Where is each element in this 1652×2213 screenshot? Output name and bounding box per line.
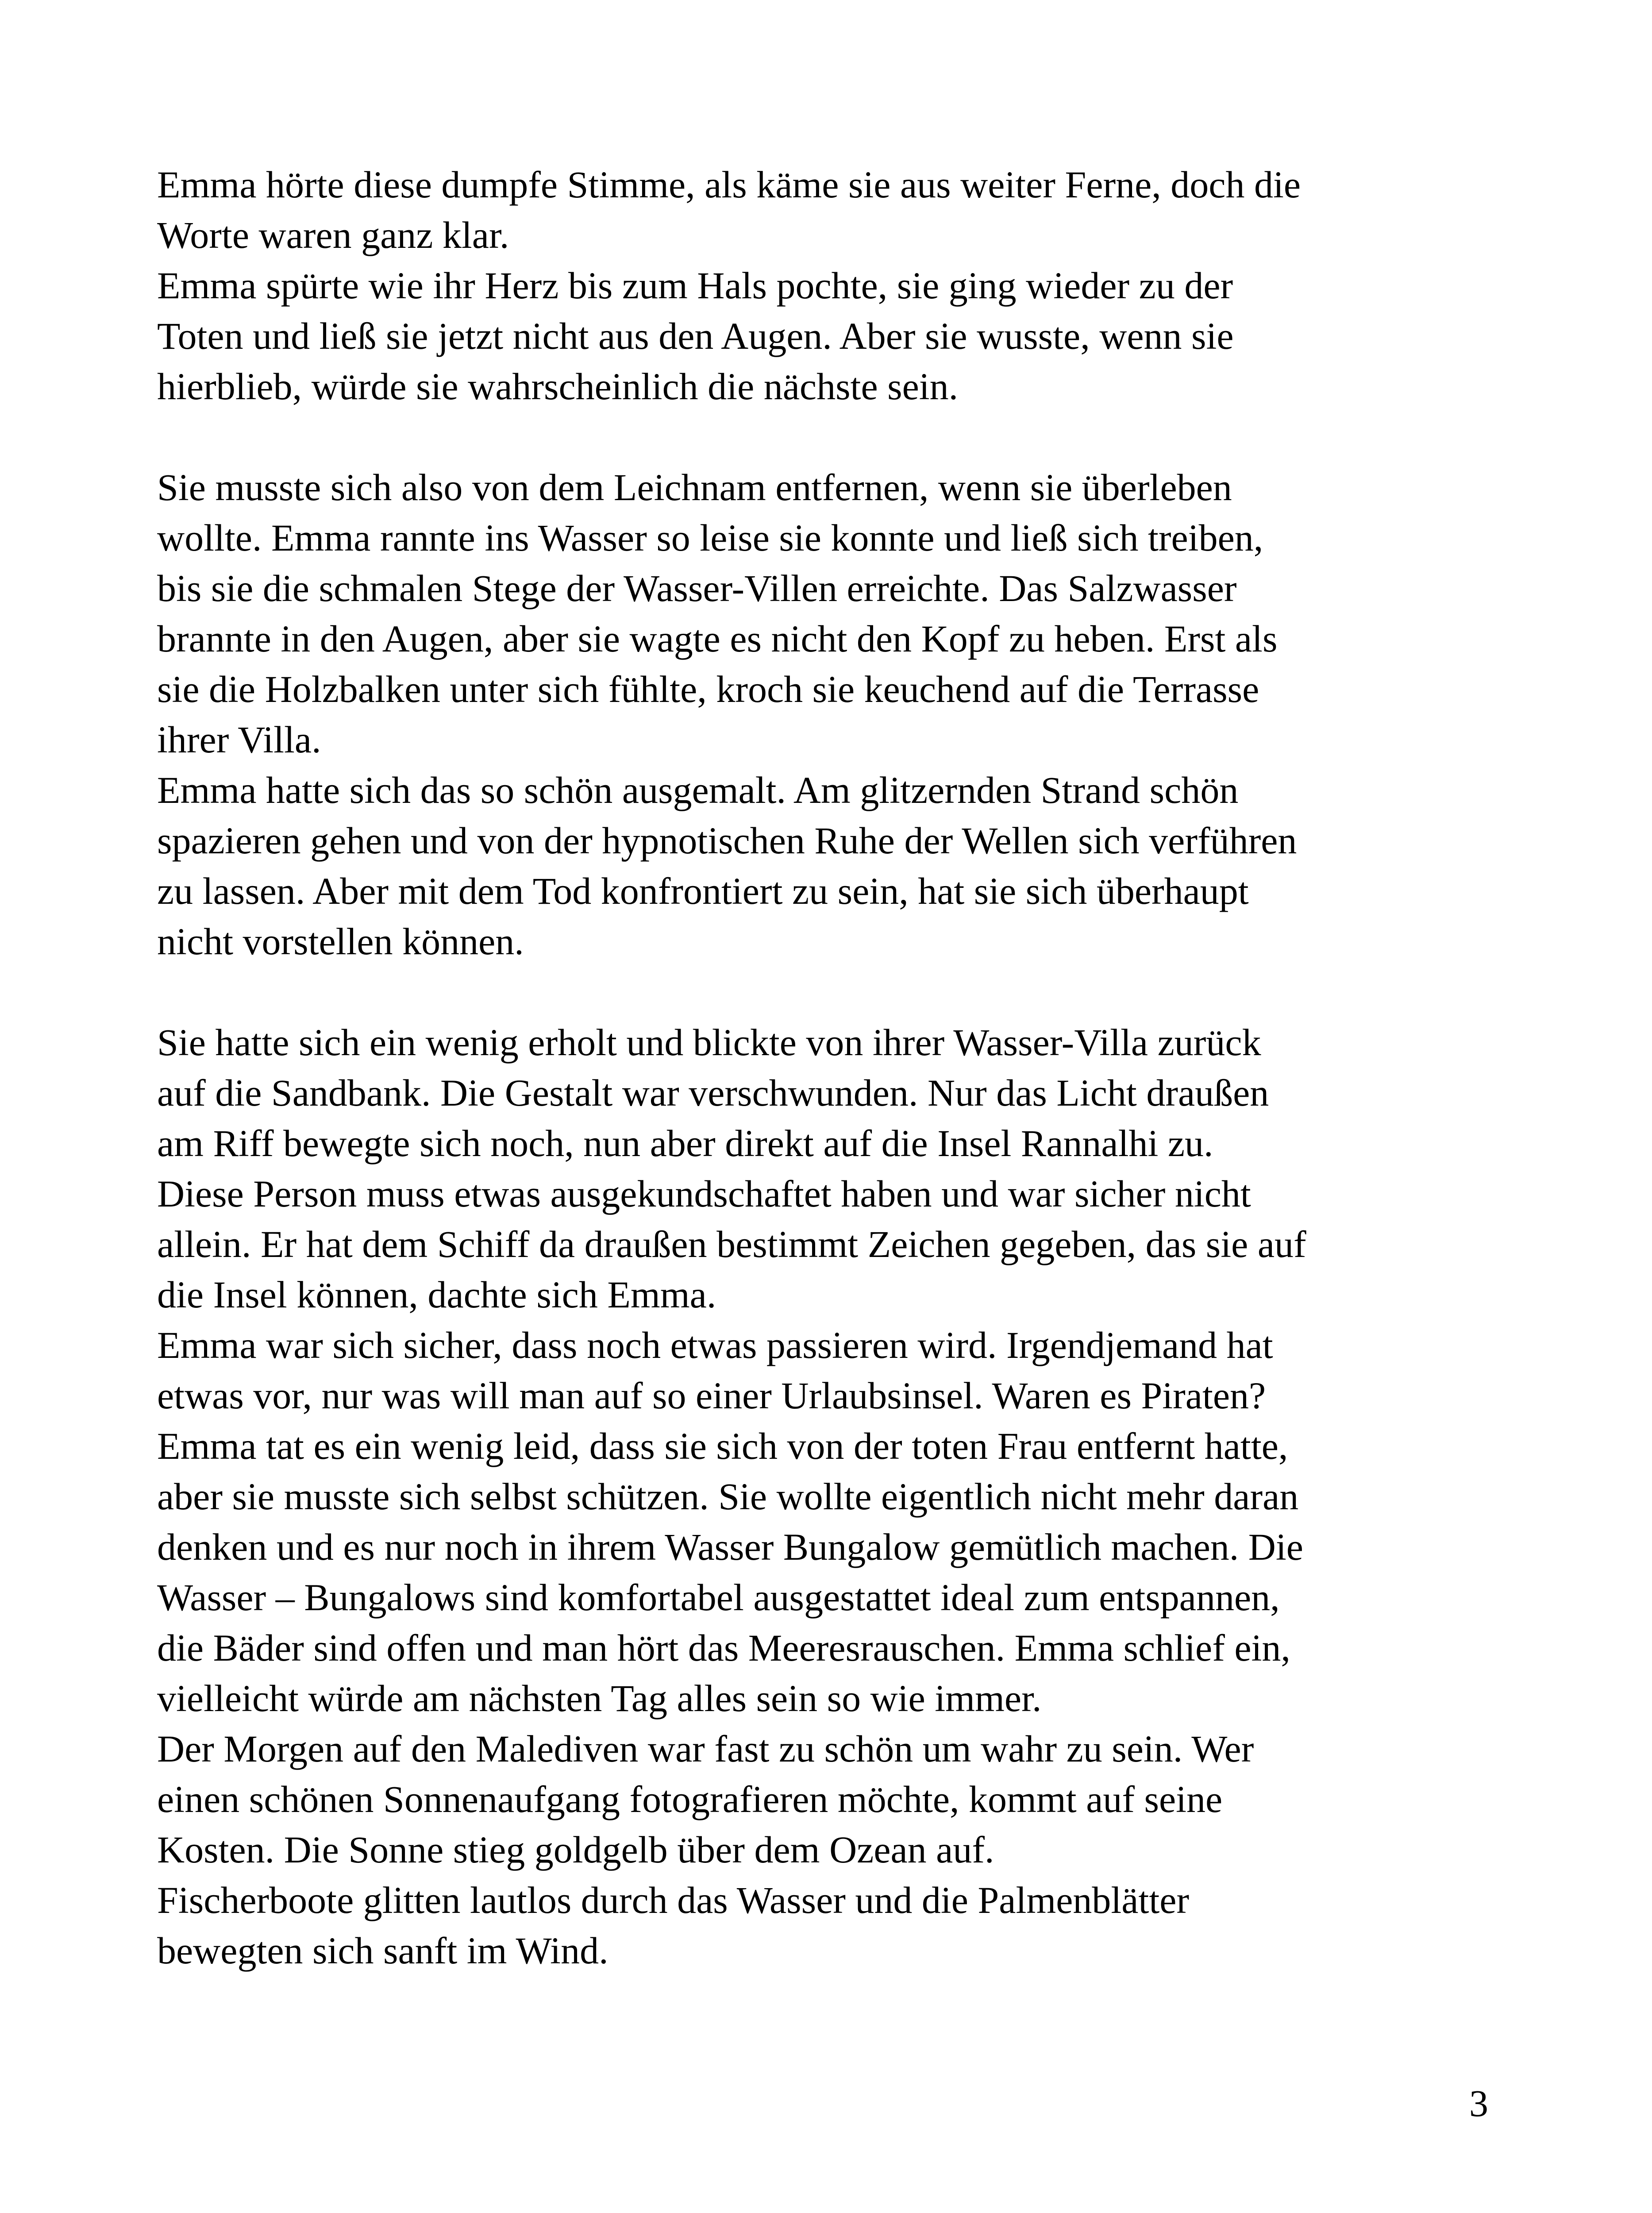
text-line: etwas vor, nur was will man auf so einer Urlaubsinsel. Waren es Piraten? — [157, 1374, 1266, 1417]
text-line: Emma tat es ein wenig leid, dass sie sich von der toten Frau entfernt hatte, — [157, 1425, 1288, 1467]
text-line: hierblieb, würde sie wahrscheinlich die nächste sein. — [157, 365, 959, 408]
text-line: zu lassen. Aber mit dem Tod konfrontiert zu sein, hat sie sich überhaupt — [157, 870, 1249, 912]
text-line: Der Morgen auf den Malediven war fast zu schön um wahr zu sein. Wer — [157, 1727, 1254, 1770]
text-line: nicht vorstellen können. — [157, 920, 524, 963]
text-line: bis sie die schmalen Stege der Wasser-Villen erreichte. Das Salzwasser — [157, 567, 1237, 609]
text-line: wollte. Emma rannte ins Wasser so leise sie konnte und ließ sich treiben, — [157, 517, 1263, 559]
text-line: Fischerboote glitten lautlos durch das Wasser und die Palmenblätter — [157, 1879, 1190, 1921]
text-line: brannte in den Augen, aber sie wagte es nicht den Kopf zu heben. Erst als — [157, 617, 1278, 660]
paragraph-gap — [157, 967, 1529, 1017]
text-line: auf die Sandbank. Die Gestalt war verschwunden. Nur das Licht draußen — [157, 1072, 1269, 1114]
text-line: vielleicht würde am nächsten Tag alles sein so wie immer. — [157, 1677, 1042, 1720]
text-line: denken und es nur noch in ihrem Wasser Bungalow gemütlich machen. Die — [157, 1526, 1303, 1568]
text-line: Emma hörte diese dumpfe Stimme, als käme sie aus weiter Ferne, doch die — [157, 163, 1301, 206]
text-line: einen schönen Sonnenaufgang fotografieren möchte, kommt auf seine — [157, 1778, 1223, 1820]
text-line: Toten und ließ sie jetzt nicht aus den Augen. Aber sie wusste, wenn sie — [157, 315, 1234, 357]
text-line: Emma war sich sicher, dass noch etwas passieren wird. Irgendjemand hat — [157, 1324, 1273, 1366]
text-line: die Bäder sind offen und man hört das Meeresrauschen. Emma schlief ein, — [157, 1627, 1290, 1669]
text-line: die Insel können, dachte sich Emma. — [157, 1273, 716, 1316]
body-text — [157, 159, 1529, 1976]
text-line: ihrer Villa. — [157, 718, 321, 761]
text-line: allein. Er hat dem Schiff da draußen bestimmt Zeichen gegeben, das sie auf — [157, 1223, 1306, 1265]
text-line: Emma spürte wie ihr Herz bis zum Hals pochte, sie ging wieder zu der — [157, 264, 1233, 307]
text-line: Worte waren ganz klar. — [157, 214, 509, 256]
text-line: bewegten sich sanft im Wind. — [157, 1929, 608, 1972]
text-line: Sie hatte sich ein wenig erholt und blickte von ihrer Wasser-Villa zurück — [157, 1021, 1261, 1064]
text-line: sie die Holzbalken unter sich fühlte, kroch sie keuchend auf die Terrasse — [157, 668, 1259, 710]
paragraph-gap — [157, 412, 1529, 462]
text-line: Diese Person muss etwas ausgekundschaftet haben und war sicher nicht — [157, 1172, 1251, 1215]
text-line: spazieren gehen und von der hypnotischen Ruhe der Wellen sich verführen — [157, 819, 1297, 862]
text-line: Sie musste sich also von dem Leichnam entfernen, wenn sie überleben — [157, 466, 1232, 509]
text-line: aber sie musste sich selbst schützen. Sie wollte eigentlich nicht mehr daran — [157, 1475, 1299, 1518]
text-line: am Riff bewegte sich noch, nun aber direkt auf die Insel Rannalhi zu. — [157, 1122, 1213, 1164]
text-line: Emma hatte sich das so schön ausgemalt. Am glitzernden Strand schön — [157, 769, 1239, 811]
text-line: Kosten. Die Sonne stieg goldgelb über dem Ozean auf. — [157, 1828, 994, 1871]
page-number: 3 — [1469, 2082, 1488, 2124]
text-line: Wasser – Bungalows sind komfortabel ausgestattet ideal zum entspannen, — [157, 1576, 1280, 1619]
